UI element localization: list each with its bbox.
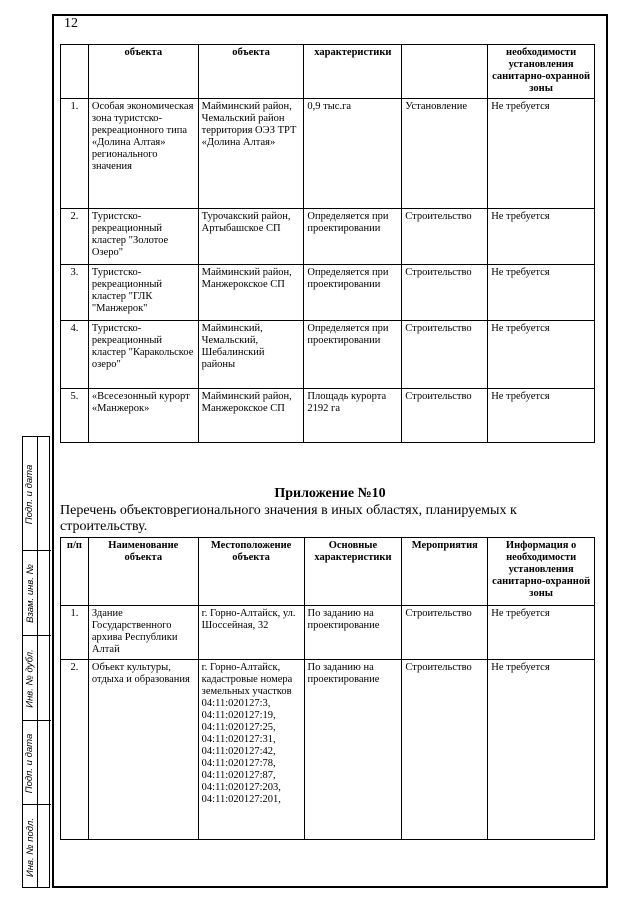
stamp-label-replace-inv: Взам. инв. № [24,564,36,623]
header-cell: объекта [198,45,304,99]
table-row: 4. Туристско-рекреационный кластер "Каракольское озеро" Майминский, Чемальский, Шебалинский районы Определяется при проектировании Строительство Не требуется [61,321,595,389]
header-cell: характеристики [304,45,402,99]
header-cell: Основные характеристики [304,538,402,606]
page-number: 12 [64,16,78,31]
table-row: 1. Здание Государственного архива Республики Алтай г. Горно-Алтайск, ул. Шоссейная, 32 По заданию на проектирование Строительство Не требуется [61,606,595,660]
header-cell: объекта [88,45,198,99]
header-cell: Местоположение объекта [198,538,304,606]
appendix-title: Приложение №10 [274,486,386,501]
table-header-row [61,538,595,606]
stamp-label-sign-date-1: Подп. и дата [24,464,36,524]
stamp-label-dup-inv: Инв. № дубл. [24,649,36,708]
header-cell: Наименование объекта [88,538,198,606]
appendix-subtitle: Перечень объектоврегионального значения в иных областях, планируемых к строительству. [60,503,517,534]
stamp-label-orig-inv: Инв. № подл. [24,817,36,877]
stamp-label-sign-date-2: Подп. и дата [24,733,36,793]
appendix-objects-table [60,537,595,840]
header-cell [61,45,89,99]
table-row: 5. «Всесезонный курорт «Манжерок» Майминский район, Манжерокское СП Площадь курорта 2192 га Строительство Не требуется [61,389,595,443]
header-cell: п/п [61,538,89,606]
header-cell: необходимости установления санитарно-охранной зоны [488,45,595,99]
header-cell: Мероприятия [402,538,488,606]
table-row: 1. Особая экономическая зона туристско-рекреационного типа «Долина Алтая» регионального значения Майминский район, Чемальский район территория ОЭЗ ТРТ «Долина Алтая» 0,9 тыс.га Установление Не требуется [61,99,595,209]
header-cell [402,45,488,99]
margin-stamp [22,436,50,888]
table-row: 2. Туристско-рекреационный кластер "Золотое Озеро" Турочакский район, Артыбашское СП Определяется при проектировании Строительство Не требуется [61,209,595,265]
header-cell: Информация о необходимости установления санитарно-охранной зоны [488,538,595,606]
table-row: 2. Объект культуры, отдыха и образования г. Горно-Алтайск, кадастровые номера земельных участков 04:11:020127:3, 04:11:020127:19, 04:11:020127:25, 04:11:020127:31, 04:11:020127:42, 04:11:020127:78, 04:11:020127:87, 04:11:020127:203, 04:11:020127:201, По заданию на проектирование Строительство Не требуется [61,660,595,840]
table-header-row [61,45,595,99]
objects-table-continued [60,44,595,443]
table-row: 3. Туристско-рекреационный кластер "ГЛК "Манжерок" Майминский район, Манжерокское СП Определяется при проектировании Строительство Не требуется [61,265,595,321]
